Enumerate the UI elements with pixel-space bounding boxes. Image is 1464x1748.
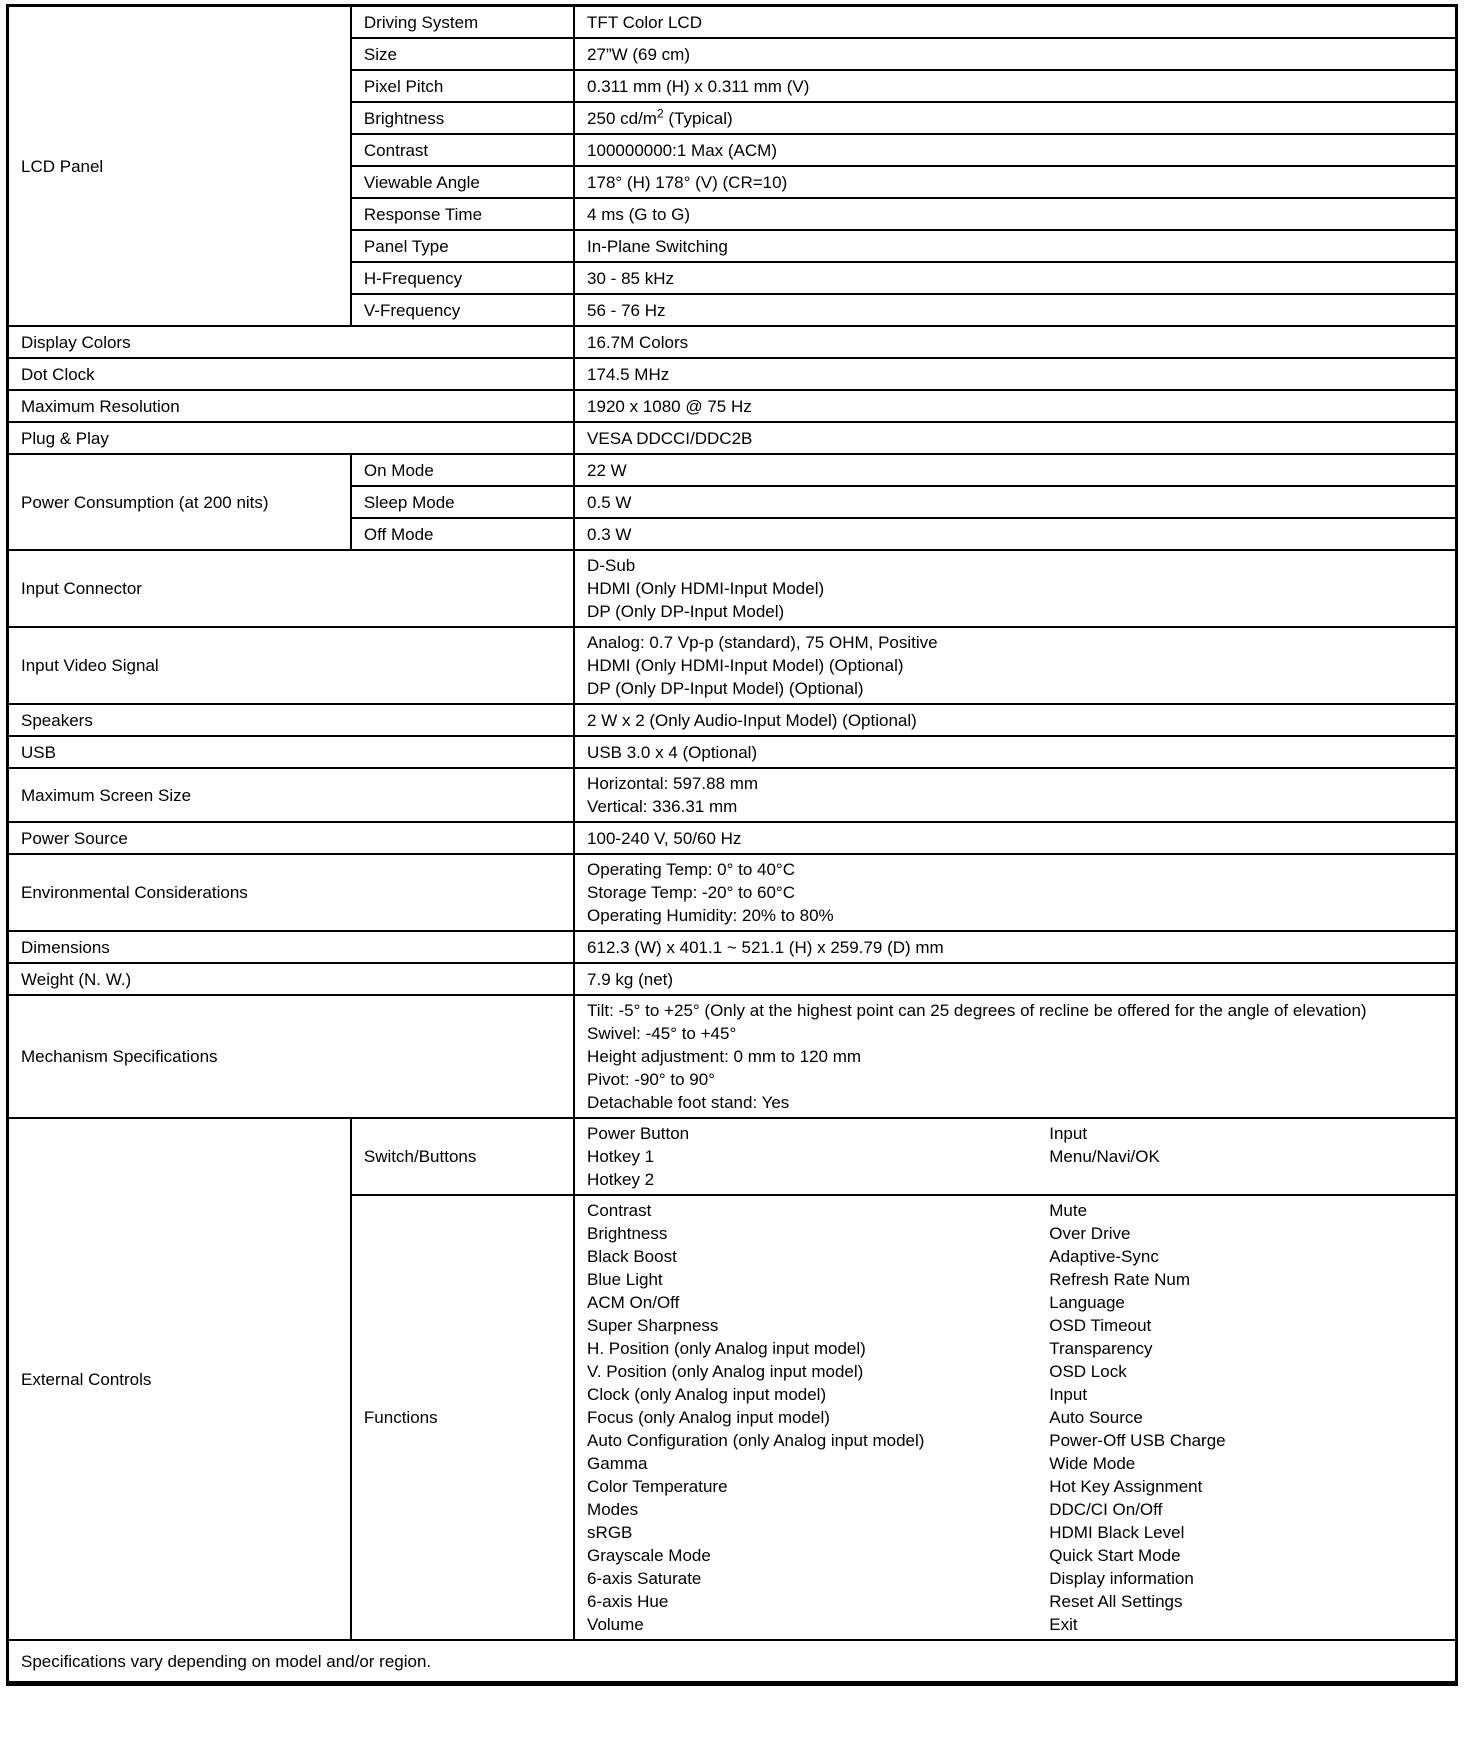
line: OSD Lock — [1049, 1362, 1127, 1381]
spec-label: Maximum Screen Size — [8, 768, 575, 822]
section-label-lcd-panel: LCD Panel — [8, 6, 351, 327]
value-lines — [587, 631, 1443, 700]
line: Brightness — [587, 1224, 668, 1243]
table-row — [8, 854, 1457, 931]
spec-label: V-Frequency — [351, 294, 574, 326]
spec-value: 174.5 MHz — [574, 358, 1456, 390]
spec-label: Viewable Angle — [351, 166, 574, 198]
spec-value — [574, 102, 1456, 134]
spec-label: Environmental Considerations — [8, 854, 575, 931]
spec-label: Input Connector — [8, 550, 575, 627]
spec-value: 612.3 (W) x 401.1 ~ 521.1 (H) x 259.79 (D) mm — [574, 931, 1456, 963]
functions-right-list — [1049, 1199, 1443, 1636]
line: Input — [1049, 1124, 1088, 1143]
table-row — [8, 390, 1457, 422]
section-label-external-controls: External Controls — [8, 1118, 351, 1640]
spec-label: Dot Clock — [8, 358, 575, 390]
spec-value: 56 - 76 Hz — [574, 294, 1456, 326]
value-lines — [587, 554, 1443, 623]
line: Swivel: -45° to +45° — [587, 1024, 737, 1043]
spec-value: 7.9 kg (net) — [574, 963, 1456, 995]
spec-label: Display Colors — [8, 326, 575, 358]
spec-value — [574, 1118, 1456, 1195]
table-row — [8, 454, 1457, 486]
line: DDC/CI On/Off — [1049, 1500, 1163, 1519]
line: Horizontal: 597.88 mm — [587, 774, 759, 793]
spec-label: Mechanism Specifications — [8, 995, 575, 1118]
spec-label: Speakers — [8, 704, 575, 736]
spec-value — [574, 627, 1456, 704]
spec-value: 16.7M Colors — [574, 326, 1456, 358]
line: Hotkey 2 — [587, 1170, 655, 1189]
table-row — [8, 1640, 1457, 1684]
spec-label: Functions — [351, 1195, 574, 1640]
line: Black Boost — [587, 1247, 677, 1266]
line: DP (Only DP-Input Model) (Optional) — [587, 679, 864, 698]
spec-value: USB 3.0 x 4 (Optional) — [574, 736, 1456, 768]
spec-value — [574, 550, 1456, 627]
line: Over Drive — [1049, 1224, 1131, 1243]
table-row — [8, 6, 1457, 39]
line: Storage Temp: -20° to 60°C — [587, 883, 795, 902]
spec-label: Size — [351, 38, 574, 70]
brightness-superscript: 2 — [656, 105, 664, 120]
spec-label: Brightness — [351, 102, 574, 134]
line: DP (Only DP-Input Model) — [587, 602, 785, 621]
line: Analog: 0.7 Vp-p (standard), 75 OHM, Positive — [587, 633, 938, 652]
spec-label: Response Time — [351, 198, 574, 230]
line: Super Sharpness — [587, 1316, 719, 1335]
line: Gamma — [587, 1454, 648, 1473]
line: Vertical: 336.31 mm — [587, 797, 738, 816]
brightness-value-text: 250 cd/m — [587, 108, 657, 128]
line: Grayscale Mode — [587, 1546, 711, 1565]
spec-label: Dimensions — [8, 931, 575, 963]
table-row — [8, 550, 1457, 627]
functions-left-list — [587, 1199, 1049, 1636]
line: Auto Source — [1049, 1408, 1143, 1427]
line: Detachable foot stand: Yes — [587, 1093, 790, 1112]
line: Display information — [1049, 1569, 1194, 1588]
spec-value — [574, 995, 1456, 1118]
spec-label: Switch/Buttons — [351, 1118, 574, 1195]
spec-label: Input Video Signal — [8, 627, 575, 704]
line: 6-axis Hue — [587, 1592, 669, 1611]
line: Contrast — [587, 1201, 652, 1220]
spec-label: Driving System — [351, 6, 574, 39]
line: sRGB — [587, 1523, 633, 1542]
line: HDMI Black Level — [1049, 1523, 1185, 1542]
line: Clock (only Analog input model) — [587, 1385, 827, 1404]
spec-value — [574, 854, 1456, 931]
spec-value — [574, 768, 1456, 822]
line: Pivot: -90° to 90° — [587, 1070, 715, 1089]
section-label-power-consumption: Power Consumption (at 200 nits) — [8, 454, 351, 550]
table-row — [8, 963, 1457, 995]
line: Input — [1049, 1385, 1088, 1404]
spec-label: Weight (N. W.) — [8, 963, 575, 995]
value-lines — [587, 858, 1443, 927]
functions-columns — [587, 1199, 1443, 1636]
line: 6-axis Saturate — [587, 1569, 702, 1588]
table-row — [8, 995, 1457, 1118]
spec-label: Pixel Pitch — [351, 70, 574, 102]
spec-value: 100-240 V, 50/60 Hz — [574, 822, 1456, 854]
spec-value: 0.5 W — [574, 486, 1456, 518]
line: Modes — [587, 1500, 639, 1519]
footer-note: Specifications vary depending on model and/or region. — [8, 1640, 1457, 1684]
table-row — [8, 704, 1457, 736]
spec-label: Panel Type — [351, 230, 574, 262]
line: Operating Temp: 0° to 40°C — [587, 860, 795, 879]
spec-value: 0.3 W — [574, 518, 1456, 550]
line: HDMI (Only HDMI-Input Model) — [587, 579, 825, 598]
line: ACM On/Off — [587, 1293, 680, 1312]
line: HDMI (Only HDMI-Input Model) (Optional) — [587, 656, 904, 675]
spec-label: Contrast — [351, 134, 574, 166]
line: Mute — [1049, 1201, 1088, 1220]
line: Refresh Rate Num — [1049, 1270, 1191, 1289]
line: OSD Timeout — [1049, 1316, 1152, 1335]
spec-label: Maximum Resolution — [8, 390, 575, 422]
line: Auto Configuration (only Analog input model) — [587, 1431, 925, 1450]
line: Color Temperature — [587, 1477, 728, 1496]
line: Power-Off USB Charge — [1049, 1431, 1226, 1450]
line: V. Position (only Analog input model) — [587, 1362, 864, 1381]
spec-label: Plug & Play — [8, 422, 575, 454]
line: Hot Key Assignment — [1049, 1477, 1203, 1496]
switch-buttons-columns — [587, 1122, 1443, 1191]
spec-value: 100000000:1 Max (ACM) — [574, 134, 1456, 166]
line: Operating Humidity: 20% to 80% — [587, 906, 834, 925]
line: Volume — [587, 1615, 644, 1634]
spec-value — [574, 1195, 1456, 1640]
spec-value: 178° (H) 178° (V) (CR=10) — [574, 166, 1456, 198]
table-row — [8, 326, 1457, 358]
spec-label: USB — [8, 736, 575, 768]
table-row — [8, 931, 1457, 963]
value-lines — [587, 999, 1443, 1114]
line: H. Position (only Analog input model) — [587, 1339, 866, 1358]
line: Quick Start Mode — [1049, 1546, 1181, 1565]
table-row — [8, 1118, 1457, 1195]
line: Power Button — [587, 1124, 690, 1143]
table-row — [8, 627, 1457, 704]
spec-value: 0.311 mm (H) x 0.311 mm (V) — [574, 70, 1456, 102]
value-lines — [587, 772, 1443, 818]
line: Hotkey 1 — [587, 1147, 655, 1166]
line: Tilt: -5° to +25° (Only at the highest point can 25 degrees of recline be offered for the angle of elevation) — [587, 1001, 1367, 1020]
spec-value: 27”W (69 cm) — [574, 38, 1456, 70]
spec-value: 30 - 85 kHz — [574, 262, 1456, 294]
line: Focus (only Analog input model) — [587, 1408, 830, 1427]
table-row — [8, 358, 1457, 390]
spec-value: VESA DDCCI/DDC2B — [574, 422, 1456, 454]
spec-value: 4 ms (G to G) — [574, 198, 1456, 230]
spec-value: TFT Color LCD — [574, 6, 1456, 39]
spec-value: In-Plane Switching — [574, 230, 1456, 262]
spec-label: Off Mode — [351, 518, 574, 550]
line: Blue Light — [587, 1270, 663, 1289]
line: Adaptive-Sync — [1049, 1247, 1159, 1266]
line: D-Sub — [587, 556, 636, 575]
spec-value: 1920 x 1080 @ 75 Hz — [574, 390, 1456, 422]
line: Wide Mode — [1049, 1454, 1136, 1473]
table-row — [8, 768, 1457, 822]
spec-value: 22 W — [574, 454, 1456, 486]
switch-buttons-left-list — [587, 1122, 1049, 1191]
spec-label: H-Frequency — [351, 262, 574, 294]
table-row — [8, 736, 1457, 768]
line: Transparency — [1049, 1339, 1153, 1358]
monitor-spec-table — [6, 4, 1458, 1686]
line: Reset All Settings — [1049, 1592, 1183, 1611]
line: Exit — [1049, 1615, 1078, 1634]
line: Menu/Navi/OK — [1049, 1147, 1160, 1166]
table-row — [8, 422, 1457, 454]
switch-buttons-right-list — [1049, 1122, 1443, 1168]
brightness-value-suffix: (Typical) — [663, 108, 733, 128]
line: Language — [1049, 1293, 1125, 1312]
spec-value: 2 W x 2 (Only Audio-Input Model) (Optional) — [574, 704, 1456, 736]
table-row — [8, 822, 1457, 854]
spec-label: Sleep Mode — [351, 486, 574, 518]
spec-label: On Mode — [351, 454, 574, 486]
spec-label: Power Source — [8, 822, 575, 854]
line: Height adjustment: 0 mm to 120 mm — [587, 1047, 862, 1066]
